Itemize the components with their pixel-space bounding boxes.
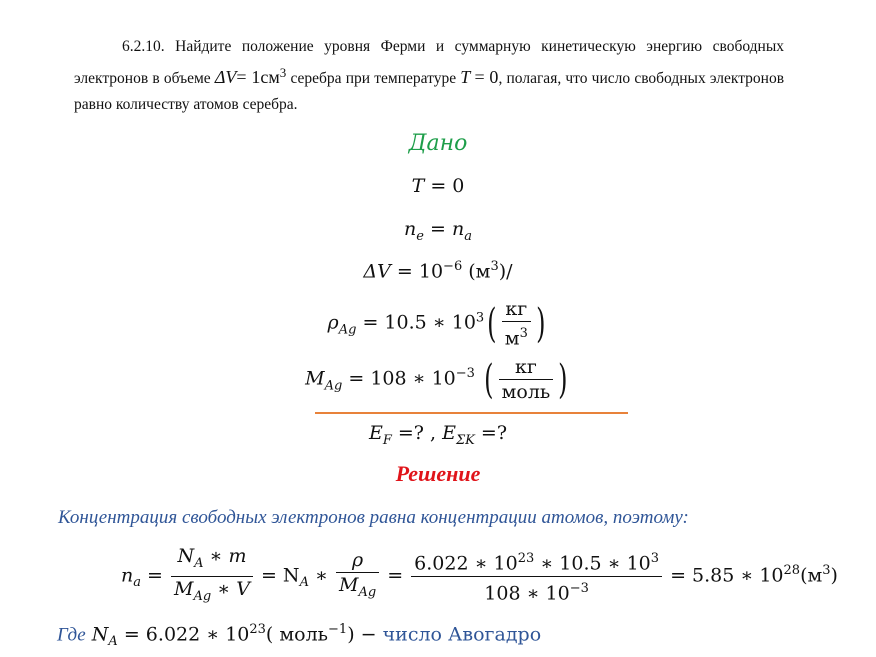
f3-num-rest: ∗ 10.5 ∗ 10	[534, 552, 651, 575]
dv-exp: −6	[443, 259, 463, 274]
t-rhs: = 0	[430, 175, 465, 197]
eq-lhs: n	[121, 564, 134, 587]
m-rhs: = 108 ∗ 10	[348, 367, 456, 390]
eq-mid-sub: A	[299, 575, 309, 591]
find-line	[0, 422, 876, 448]
m-unit-num: кг	[499, 356, 554, 380]
concentration-statement: Концентрация свободных электронов равна концентрации атомов, поэтому:	[58, 507, 689, 528]
f2-den-sub: Ag	[358, 584, 377, 600]
given-temperature	[0, 175, 876, 197]
eq-result-unit-sup: 3	[822, 562, 831, 578]
rho-unit-den: м	[504, 327, 520, 350]
find-e-sub: F	[382, 432, 392, 448]
dv-lhs: ΔV	[363, 260, 391, 283]
eq-lhs-sub: a	[133, 575, 142, 591]
rho-unit-fraction	[502, 298, 531, 349]
f1-num: N	[177, 545, 195, 567]
find-end: =?	[474, 422, 508, 444]
f3-num: 6.022 ∗ 10	[414, 552, 518, 575]
given-density: $\rho_{Ag} = 10.5$ ∗ $10^3$( $\frac{кг}{м^3}$ )	[327, 298, 546, 350]
dv-unit-sup: 3	[490, 259, 499, 274]
dv-rhs: = 10	[396, 260, 444, 283]
eq-result-unit: (м	[800, 564, 823, 587]
fraction-1	[171, 545, 253, 608]
f1-num-sub: A	[194, 555, 204, 571]
given-heading: Дано	[408, 131, 468, 156]
gde-n: N	[91, 623, 109, 646]
eq-result: = 5.85 ∗ 10	[670, 564, 784, 587]
f1-num-rest: ∗ m	[203, 545, 247, 567]
f2-num: ρ	[336, 549, 379, 573]
m-unit-den: моль	[501, 381, 551, 403]
f3-den-exp: −3	[569, 580, 589, 596]
t-symbol: T	[460, 67, 471, 88]
f2-den: M	[338, 573, 359, 596]
f1-den: M	[174, 577, 194, 600]
dv-value: = 1см	[236, 67, 280, 88]
na: n	[451, 218, 465, 240]
problem-text-3: , полагая, что число свободных электронов равно количеству атомов серебра.	[74, 70, 785, 114]
given-molar-mass: $M_{Ag} = 108$ ∗ $10^{-3}$ ( $\frac{кг}{\text{моль}}$ )	[305, 356, 568, 403]
f3-num-exp: 23	[517, 551, 535, 567]
rho-unit-num: кг	[502, 298, 531, 322]
dv-symbol: ΔV	[214, 67, 237, 88]
given-divider	[315, 412, 628, 414]
na-sub: a	[464, 228, 472, 244]
f3-num-exp2: 3	[650, 551, 660, 567]
gde-text: число Авогадро	[382, 623, 542, 646]
m-sub: Ag	[324, 378, 343, 394]
gde-val: = 6.022 ∗ 10	[117, 623, 250, 646]
rho-unit-den-sup: 3	[519, 326, 528, 341]
gde-unit: ( моль	[265, 623, 329, 646]
gde-word: Где	[57, 624, 86, 646]
find-e2: E	[442, 422, 456, 444]
eq-result-exp: 28	[783, 562, 801, 578]
m-unit-fraction	[499, 356, 554, 403]
rho-rhs: = 10.5 ∗ 10	[362, 311, 476, 334]
m-exp: −3	[455, 366, 475, 382]
eq-mid-rest: ∗	[308, 564, 328, 587]
eq-mid: = N	[260, 564, 300, 587]
fraction-3	[411, 548, 662, 604]
find-mid: =? ,	[391, 422, 443, 444]
avogadro-line	[57, 622, 541, 649]
gde-unit-end: ) −	[347, 623, 377, 646]
f1-den-sub: Ag	[193, 588, 212, 604]
problem-text-2: серебра при температуре	[290, 70, 457, 88]
rho-sub: Ag	[338, 322, 357, 338]
rho: ρ	[327, 311, 339, 334]
eq-result-unit-end: )	[830, 564, 838, 587]
find-e2-sub: ΣK	[455, 432, 475, 448]
given-concentration: $n_e = n_a$	[404, 218, 472, 244]
dv-unit: (м	[468, 260, 491, 283]
fraction-2	[336, 549, 379, 604]
gde-exp: 23	[249, 622, 266, 637]
t-value: = 0	[474, 67, 499, 88]
solution-heading: Решение	[395, 461, 481, 486]
concentration-equation: $n_a$ = $\frac{N_A ∗ m}{M_{Ag} ∗ V}$ = $N_A$ ∗ $\frac{\rho}{M_{Ag}}$ = $\frac{6.022 ∗ 10^{23} ∗ 10.5 ∗ 10^3}{108 ∗ 10^{-3}}$ = 5.85 ∗ $10^{28}(м^3)$	[121, 545, 838, 608]
dv-unit-end: )/	[498, 260, 513, 283]
gde-unit-sup: −1	[328, 622, 348, 637]
f3-den: 108 ∗ 10	[484, 582, 570, 605]
gde-n-sub: A	[108, 634, 118, 650]
dv-sup: 3	[279, 65, 287, 80]
given-volume	[0, 259, 876, 282]
ne-sub: e	[416, 228, 424, 244]
find-e: E	[368, 422, 383, 444]
problem-statement	[74, 34, 784, 118]
rho-exp: 3	[475, 310, 485, 326]
f1-den-rest: ∗ V	[211, 577, 250, 600]
m: M	[305, 367, 325, 390]
ne: n	[404, 218, 417, 240]
problem-text-1: 6.2.10. Найдите положение уровня Ферми и суммарную кинетическую энергию свободных электронов в объеме	[74, 38, 784, 88]
t-lhs: T	[411, 175, 425, 197]
